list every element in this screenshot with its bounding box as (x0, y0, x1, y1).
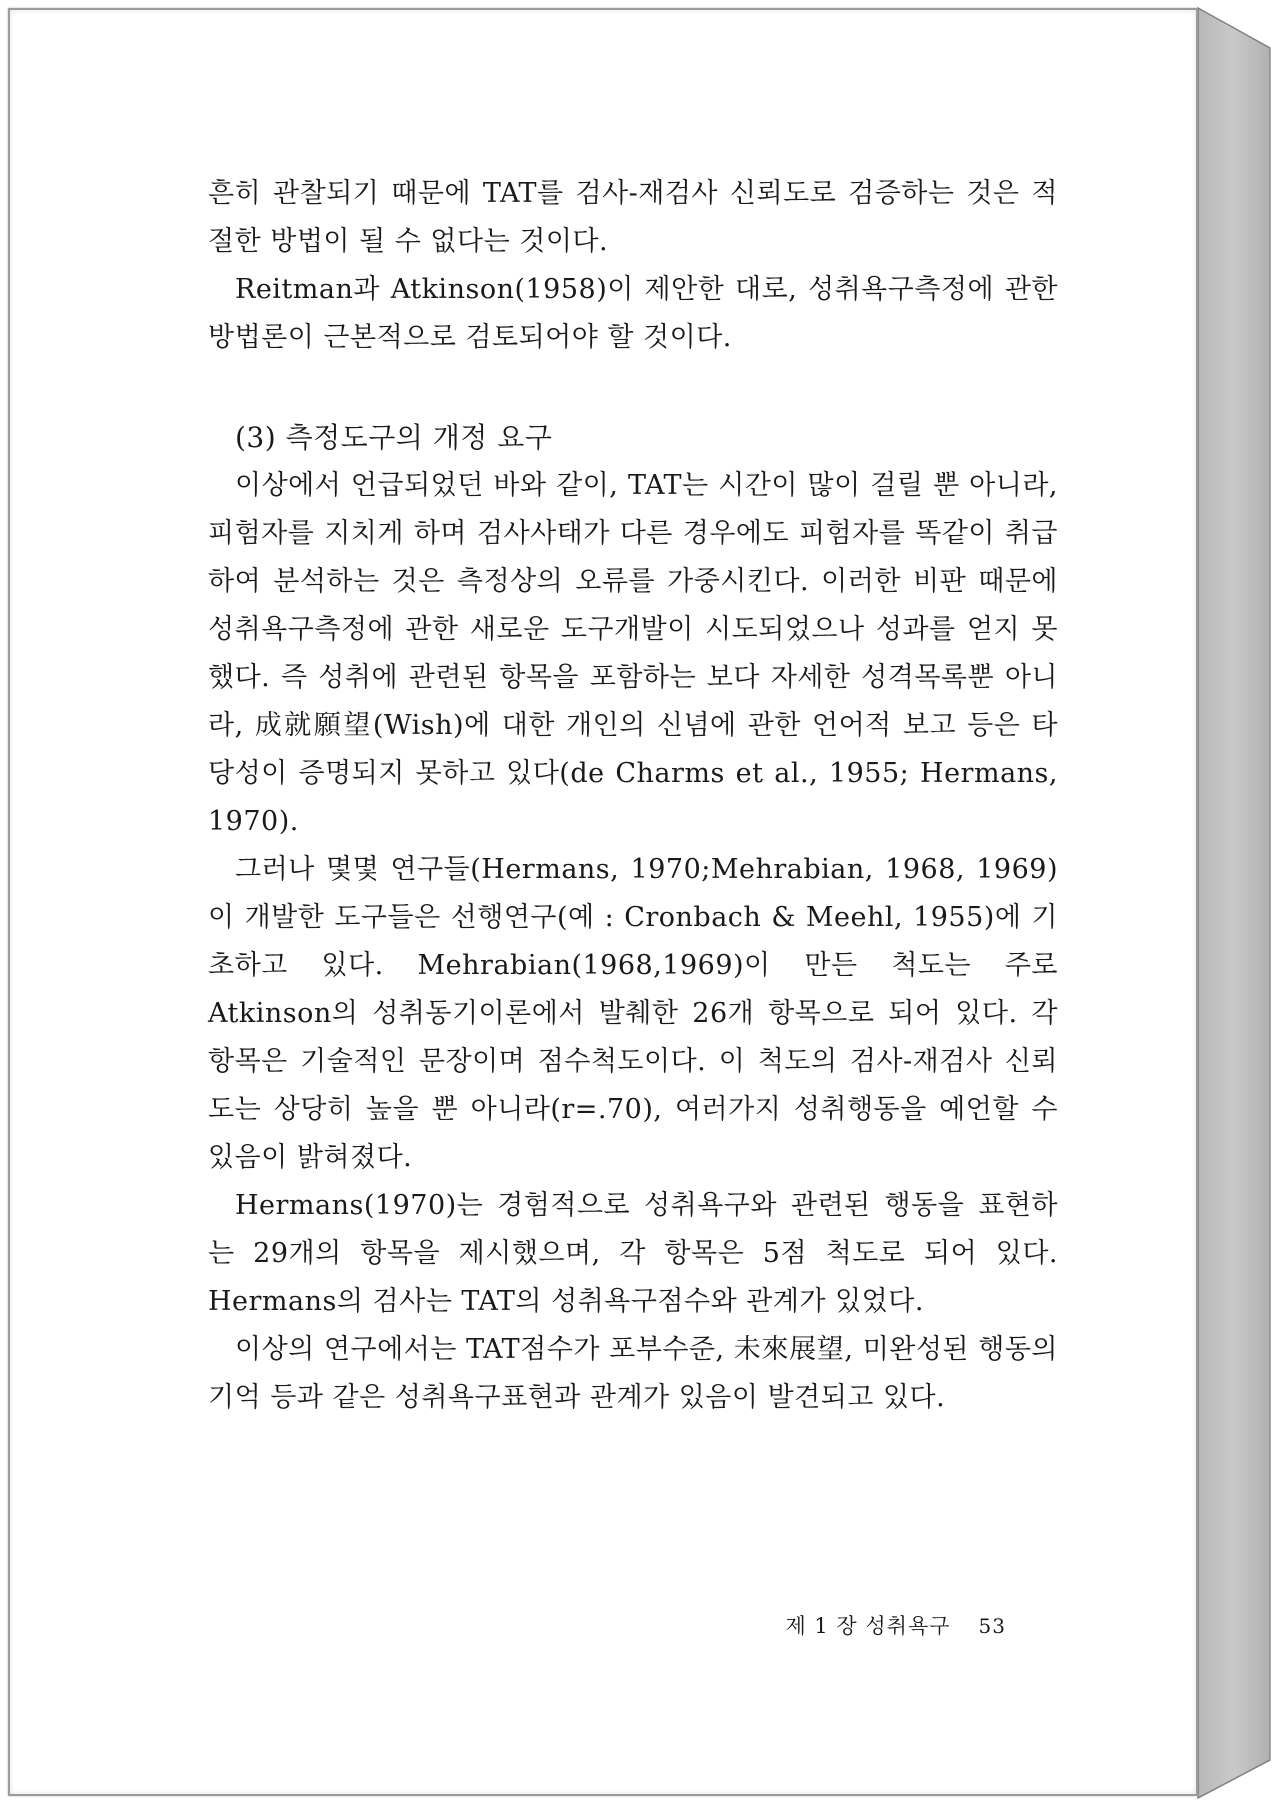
running-footer (785, 1610, 1006, 1640)
section-heading: (3) 측정도구의 개정 요구 (235, 421, 553, 454)
chapter-label: 제 1 장 성취욕구 (785, 1614, 951, 1638)
body-text (208, 170, 1058, 1422)
paragraph: 그러나 몇몇 연구들(Hermans, 1970;Mehrabian, 1968, 1969)이 개발한 도구들은 선행연구(예 : Cronbach & Meehl, 1955)에 기초하고 있다. Mehrabian(1968,1969)이 만든 척도는 주로 Atkinson의 성취동기이론에서 발췌한 26개 항목으로 되어 있다. 각 항목은 기술적인 문장이며 점수척도이다. 이 척도의 검사-재검사 신뢰도는 상당히 높을 뿐 아니라(r=.70), 여러가지 성취행동을 예언할 수 있음이 밝혀졌다. (208, 854, 1058, 1173)
paragraph: 흔히 관찰되기 때문에 TAT를 검사-재검사 신뢰도로 검증하는 것은 적절한 방법이 될 수 없다는 것이다. (208, 178, 1058, 257)
page-number: 53 (978, 1614, 1006, 1638)
book-page (8, 8, 1198, 1796)
paragraph: Hermans(1970)는 경험적으로 성취욕구와 관련된 행동을 표현하는 29개의 항목을 제시했으며, 각 항목은 5점 척도로 되어 있다. Hermans의 검사는 TAT의 성취욕구점수와 관계가 있었다. (208, 1190, 1058, 1317)
paragraph: 이상에서 언급되었던 바와 같이, TAT는 시간이 많이 걸릴 뿐 아니라, 피험자를 지치게 하며 검사사태가 다른 경우에도 피험자를 똑같이 취급하여 분석하는 것은 측정상의 오류를 가중시킨다. 이러한 비판 때문에 성취욕구측정에 관한 새로운 도구개발이 시도되었으나 성과를 얻지 못했다. 즉 성취에 관련된 항목을 포함하는 보다 자세한 성격목록뿐 아니라, 成就願望(Wish)에 대한 개인의 신념에 관한 언어적 보고 등은 타당성이 증명되지 못하고 있다(de Charms et al., 1955; Hermans, 1970). (208, 470, 1058, 837)
paragraph: 이상의 연구에서는 TAT점수가 포부수준, 未來展望, 미완성된 행동의 기억 등과 같은 성취욕구표현과 관계가 있음이 발견되고 있다. (208, 1334, 1058, 1413)
paragraph: Reitman과 Atkinson(1958)이 제안한 대로, 성취욕구측정에 관한 방법론이 근본적으로 검토되어야 할 것이다. (208, 274, 1058, 353)
